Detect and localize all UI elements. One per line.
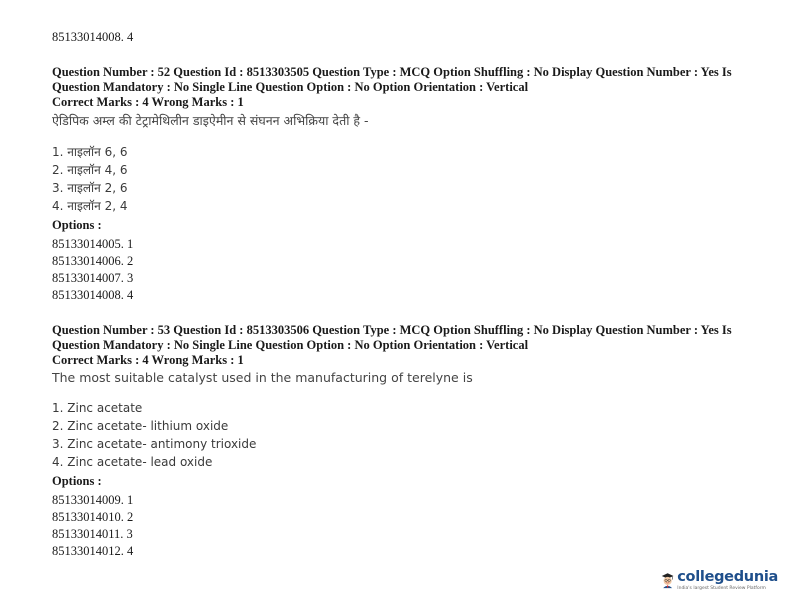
question-stem: The most suitable catalyst used in the manufacturing of terelyne is <box>52 370 473 385</box>
collegedunia-logo <box>660 560 778 600</box>
option-id: 85133014008. 4 <box>52 288 134 302</box>
choice-list <box>52 143 752 215</box>
question-header-line2: Question Mandatory : No Single Line Question Option : No Option Orientation : Vertical <box>52 338 529 352</box>
option-id: 85133014010. 2 <box>52 510 134 524</box>
document-page <box>52 29 752 560</box>
option-id: 85133014009. 1 <box>52 493 134 507</box>
choice-list <box>52 399 752 471</box>
question-header-line1: Question Number : 53 Question Id : 8513303506 Question Type : MCQ Option Shuffling : No Display Question Number : Yes Is <box>52 323 732 337</box>
option-id: 85133014005. 1 <box>52 237 134 251</box>
question-block-53 <box>52 323 752 560</box>
choice-item: 2. Zinc acetate- lithium oxide <box>52 419 229 433</box>
option-id: 85133014011. 3 <box>52 527 133 541</box>
choice-item: 1. Zinc acetate <box>52 401 143 415</box>
question-stem: ऐडिपिक अम्ल की टेट्रामेथिलीन डाइऐमीन से संघनन अभिक्रिया देती है - <box>52 113 369 128</box>
option-id: 85133014012. 4 <box>52 544 134 558</box>
option-id-list <box>52 492 752 560</box>
logo-text <box>677 569 778 591</box>
previous-answer-line: 85133014008. 4 <box>52 30 134 44</box>
option-id: 85133014006. 2 <box>52 254 134 268</box>
option-id-list <box>52 236 752 304</box>
question-header-line1: Question Number : 52 Question Id : 8513303505 Question Type : MCQ Option Shuffling : No Display Question Number : Yes Is <box>52 65 732 79</box>
logo-name: collegedunia <box>677 569 778 585</box>
choice-item: 3. नाइलॉन 2, 6 <box>52 181 128 195</box>
choice-item: 2. नाइलॉन 4, 6 <box>52 163 128 177</box>
choice-item: 4. Zinc acetate- lead oxide <box>52 455 213 469</box>
logo-tagline: India's largest Student Review Platform <box>677 586 766 591</box>
marks-line: Correct Marks : 4 Wrong Marks : 1 <box>52 353 244 367</box>
choice-item: 1. नाइलॉन 6, 6 <box>52 145 128 159</box>
marks-line: Correct Marks : 4 Wrong Marks : 1 <box>52 95 244 109</box>
choice-item: 3. Zinc acetate- antimony trioxide <box>52 437 257 451</box>
question-block-52 <box>52 65 752 304</box>
question-header-line2: Question Mandatory : No Single Line Question Option : No Option Orientation : Vertical <box>52 80 529 94</box>
options-label: Options : <box>52 474 102 488</box>
choice-item: 4. नाइलॉन 2, 4 <box>52 199 128 213</box>
graduate-mascot-icon <box>660 561 675 599</box>
options-label: Options : <box>52 218 102 232</box>
option-id: 85133014007. 3 <box>52 271 134 285</box>
